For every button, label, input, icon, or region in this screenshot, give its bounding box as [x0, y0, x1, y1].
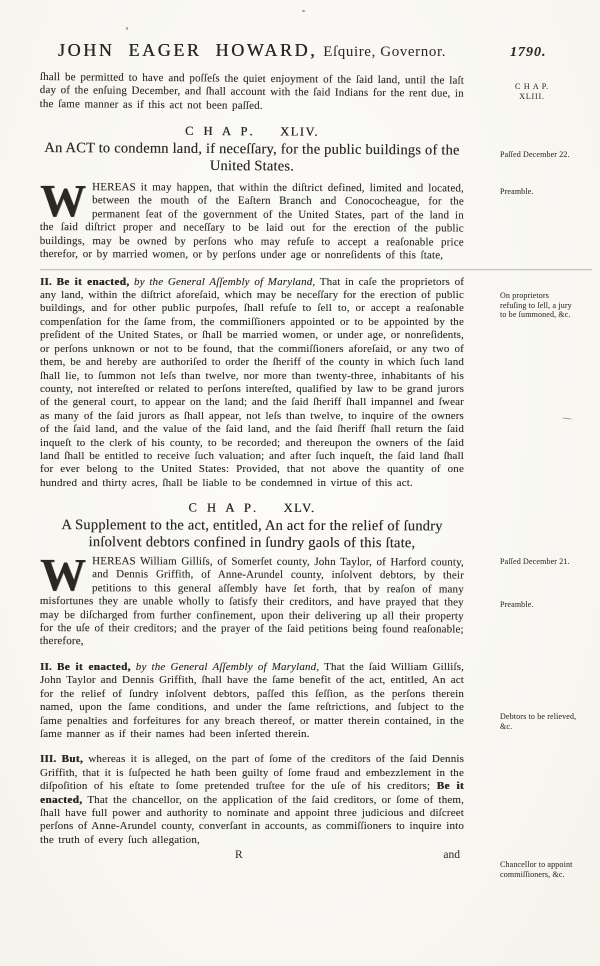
enacting-clause: Be it enacted, — [56, 275, 130, 288]
section-number: II. — [40, 275, 52, 288]
margin-note-chancellor: Chancellor to appoint commiſſioners, &c. — [500, 860, 573, 879]
governor-style: Eſquire, Governor. — [323, 44, 447, 60]
chap-xliv-act-title: An ACT to condemn land, if neceſſary, for the public buildings of the United States. — [44, 140, 460, 175]
margin-note-preamble-xliv: Preamble. — [500, 187, 534, 196]
preamble-text: HEREAS William Gilliſs, of Somerſet county, John Taylor, of Harford county, and Dennis Griffith, of Anne-Arundel county, inſolvent debtors, by their petitions to this general aſſembly have ſet forth, that by reaſon of many misfortunes they are unable wholly to ſatisfy their creditors, and have prayed that they may be diſcharged from further confinement, upon their delivering up all their property for the uſe of their creditors; and the prayer of the ſaid petitions being found reaſonable; therefore, — [39, 555, 464, 648]
chap-xlv-act-title: A Supplement to the act, entitled, An act for the relief of ſundry inſolvent debtors confined in ſundry gaols of this ſtate, — [61, 517, 443, 551]
section-body: That the chancellor, on the application of the ſaid creditors, or ſome of them, ſhall have full power and authority to nominate and appoint three judicious and diſcreet perſons of Anne-Arundel county, converſant in accounts, as commiſſioners to inquire into the truth of every ſuch allegation, — [40, 793, 464, 846]
chap-word: C H A P. — [188, 500, 260, 515]
enacting-authority: by the General Aſſembly of Maryland, — [134, 275, 316, 288]
running-title — [40, 40, 464, 61]
margin-note-debtors-relieved: Debtors to be relieved, &c. — [500, 712, 577, 731]
scan-speckle — [302, 10, 305, 12]
chap-xlv-heading — [40, 500, 464, 516]
enacting-authority: by the General Aſſembly of Maryland, — [135, 661, 320, 673]
chap-xlv-preamble — [39, 549, 464, 650]
enacting-clause: Be it enacted, — [56, 661, 131, 673]
footer-line — [40, 849, 464, 864]
carryover-paragraph-chap-xliii: ſhall be permitted to have and poſſeſs the quiet enjoyment of the ſaid land, until the laſt day of the enſuing December, and ſhall account with the ſaid Indians for the rent due, in the ſame manner as if this act not been paſſed. — [39, 71, 464, 112]
governor-name: JOHN EAGER HOWARD, — [57, 40, 318, 60]
chap-word: C H A P. — [184, 124, 257, 139]
section-body: whereas it is alleged, on the part of ſome of the creditors of the ſaid Dennis Griffith, that it is ſuſpected he hath been guilty of ſome fraud and embezzlement in the diſpoſition of his eſtate to ſome pretended truſtee for the uſe of his creditors; — [40, 753, 464, 793]
main-text-column — [40, 40, 464, 864]
section-opening: But, — [61, 753, 84, 766]
chap-xliv-section-ii — [40, 276, 464, 491]
chap-xlv-section-iii — [40, 753, 464, 847]
chap-xlv-section-ii — [40, 661, 464, 741]
section-number: III. — [40, 753, 57, 766]
enacting-clause: Be it enacted, — [40, 780, 465, 806]
chap-xliv-preamble — [39, 175, 464, 263]
scan-speckle — [562, 417, 572, 419]
chap-xliv-heading — [40, 123, 464, 141]
preamble-text: HEREAS it may happen, that within the diſtrict defined, limited and located, between the mouth of the Eaſtern Branch and Conococheague, for the permanent ſeat of the government of the United States, part of the land in the ſaid diſtrict proper and neceſſary to be laid out for the erection of the public buildings, may be owned by perſons who may refuſe to accept a reaſonable price therefor, or by married women, or by perſons under age or nonreſidents of this ſtate, — [39, 181, 464, 262]
section-number: II. — [40, 661, 52, 673]
scan-speckle — [126, 27, 128, 30]
section-body: That the ſaid William Gilliſs, John Taylor and Dennis Griffith, ſhall have the ſame benefit of the act, entitled, An act for the relief of ſundry inſolvent debtors, paſſed this ſeſſion, as the perſons therein named, upon the ſame conditions, and under the ſame reſtrictions, and ſubject to the ſame penalties and forfeitures for any breach thereof, or matter therein contained, in the ſame manner as if their names had been inſerted therein. — [40, 661, 465, 741]
catchword: and — [443, 849, 460, 862]
signature-mark: R — [235, 849, 243, 862]
chap-number: XLIV. — [280, 124, 319, 139]
chap-number: XLV. — [283, 501, 316, 516]
margin-note-passed-dec-22: Paſſed December 22. — [500, 150, 570, 159]
margin-note-jury-summoned: On proprietors refuſing to ſell, a jury to be ſummoned, &c. — [500, 291, 572, 320]
drop-cap-w: W — [39, 549, 87, 601]
margin-note-passed-dec-21: Paſſed December 21. — [500, 557, 570, 566]
divider-rule — [40, 269, 592, 270]
margin-note-year: 1790. — [510, 45, 547, 60]
drop-cap-w: W — [39, 175, 87, 227]
margin-note-chap-xliii: C H A P. XLIII. — [515, 82, 549, 101]
margin-note-preamble-xlv: Preamble. — [500, 600, 534, 609]
section-body: That in caſe the proprietors of any land, within the diſtrict aforeſaid, which may be neceſſary for the erection of public buildings, and for other public purpoſes, ſhall refuſe to ſell to, or accept a reaſonable compenſation for the ſame from, the commiſſioners appointed or to be appointed by the preſident of the United States, or ſhall be married women, or under age, or nonreſidents, or perſons unknown or not to be found, that the commiſſioners aforeſaid, or any two of them, be and hereby are authoriſed to order the ſheriff of the county in which ſuch land ſhall lie, to ſummon not leſs than twelve, nor more than twenty-three, inhabitants of his county, not intereſted or related to perſons intereſted, qualified by law to be grand jurors of the general court, to appear on the land; and the ſaid ſheriff ſhall impannel and ſwear as many of the ſaid jurors as ſhall appear, not leſs than twelve, to inquire of the owners of the ſaid land, and the value of the ſaid land, and the ſaid ſheriff ſhall return the ſaid inqueſt to the clerk of his county, to be recorded; and thereupon the owners of the ſaid land ſhall be entitled to receive ſuch valuation; and after ſuch inqueſt, the ſaid land ſhall for ever belong to the United States: Provided, that not above the quantity of one hundred and thirty acres, ſhall be liable to be condemned in virtue of this act. — [40, 275, 465, 489]
